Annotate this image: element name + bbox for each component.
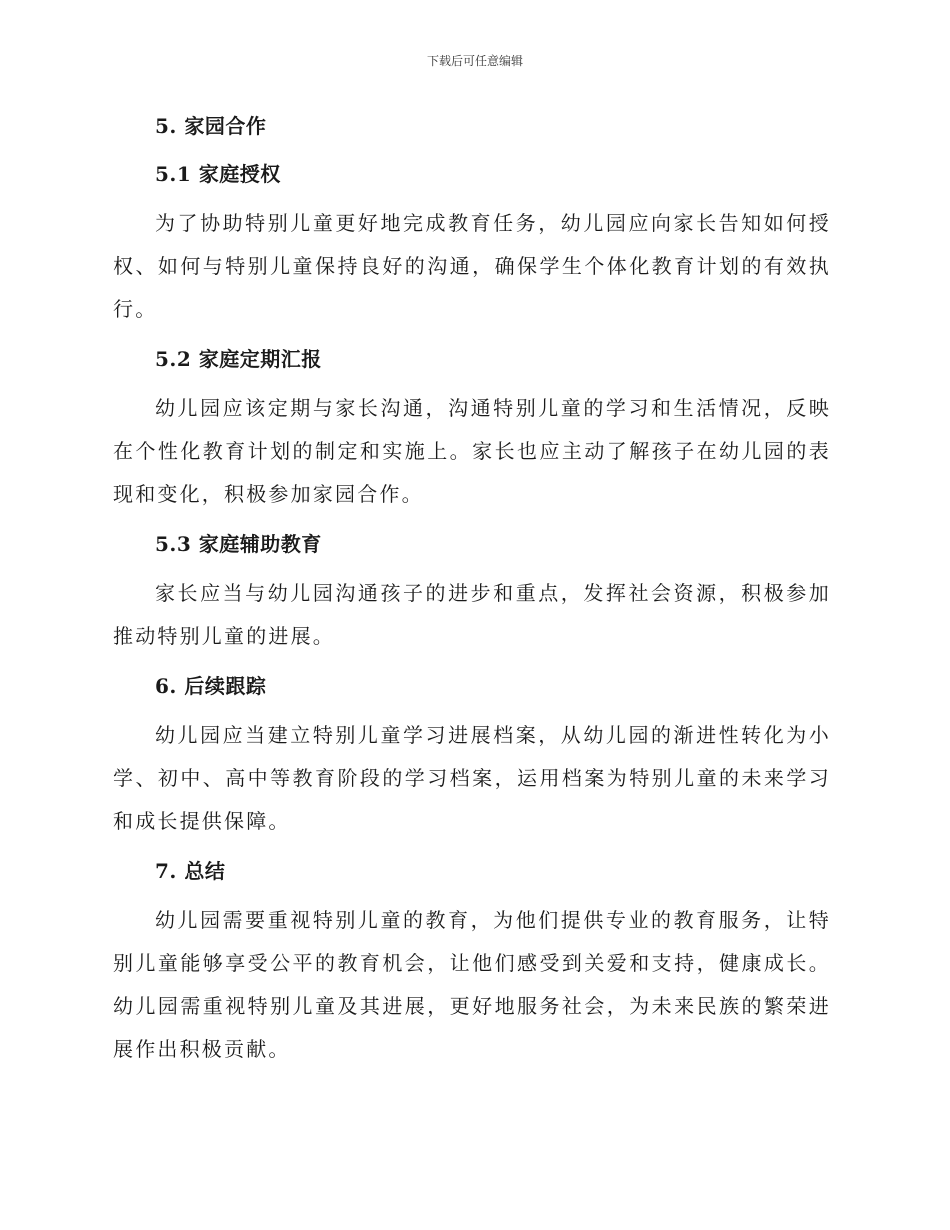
section-heading-6: 6. 后续跟踪 (155, 674, 267, 698)
paragraph-family-authorization: 为了协助特别儿童更好地完成教育任务，幼儿园应向家长告知如何授权、如何与特别儿童保持良好的沟通，确保学生个体化教育计划的有效执行。 (113, 211, 831, 321)
paragraph-follow-up-tracking: 幼儿园应当建立特别儿童学习进展档案，从幼儿园的渐进性转化为小学、初中、高中等教育阶段的学习档案，运用档案为特别儿童的未来学习和成长提供保障。 (113, 723, 831, 833)
section-heading-5-2: 5.2 家庭定期汇报 (155, 347, 322, 371)
header-note: 下载后可任意编辑 (426, 54, 523, 68)
section-heading-5-3: 5.3 家庭辅助教育 (155, 532, 322, 556)
section-heading-5-1: 5.1 家庭授权 (155, 162, 281, 186)
section-heading-7: 7. 总结 (155, 859, 226, 883)
paragraph-regular-reporting: 幼儿园应该定期与家长沟通，沟通特别儿童的学习和生活情况，反映在个性化教育计划的制定和实施上。家长也应主动了解孩子在幼儿园的表现和变化，积极参加家园合作。 (113, 396, 831, 506)
document-body (113, 106, 831, 1079)
paragraph-family-assisted-education: 家长应当与幼儿园沟通孩子的进步和重点，发挥社会资源，积极参加推动特别儿童的进展。 (113, 581, 831, 648)
paragraph-summary: 幼儿园需要重视特别儿童的教育，为他们提供专业的教育服务，让特别儿童能够享受公平的教育机会，让他们感受到关爱和支持，健康成长。幼儿园需重视特别儿童及其进展，更好地服务社会，为未来民族的繁荣进展作出积极贡献。 (113, 908, 831, 1061)
section-heading-5: 5. 家园合作 (155, 114, 267, 138)
